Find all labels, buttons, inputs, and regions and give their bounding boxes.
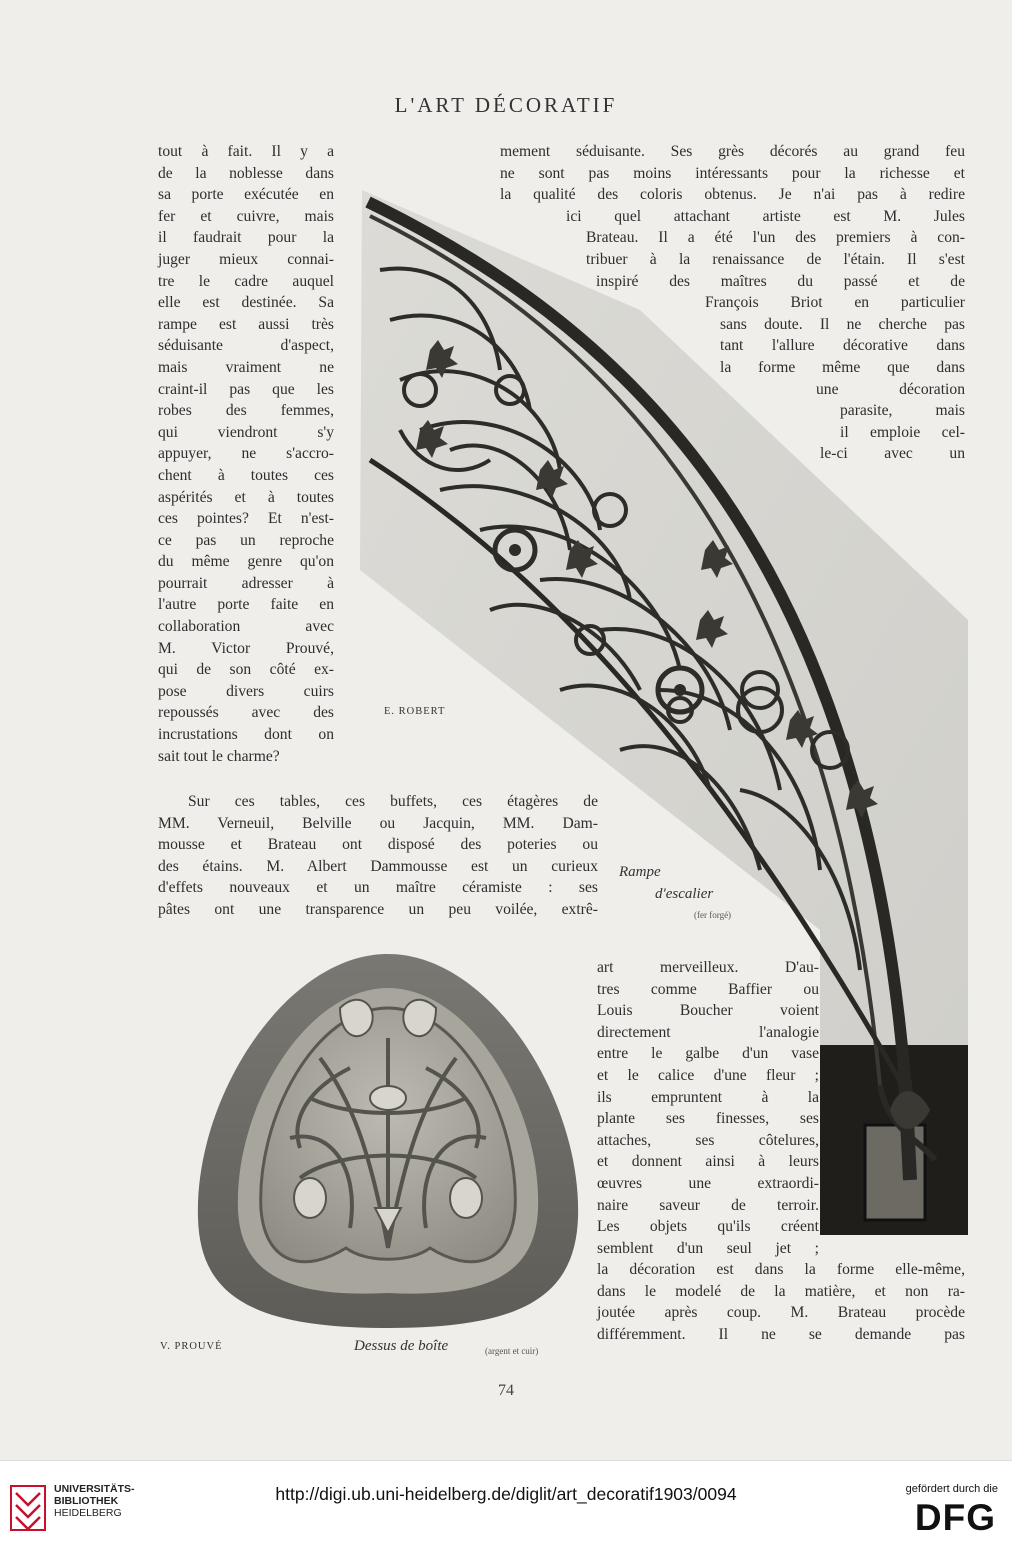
text-line: séduisante d'aspect, xyxy=(158,337,334,355)
text-line: François Briot en particulier xyxy=(705,294,965,312)
text-line: sa porte exécutée en xyxy=(158,186,334,204)
text-line: de la noblesse dans xyxy=(158,164,334,182)
text-line: le-ci avec un xyxy=(820,445,965,463)
text-line: semblent d'un seul jet ; xyxy=(597,1239,819,1257)
box-lid-photograph xyxy=(190,948,586,1332)
text-line: MM. Verneuil, Belville ou Jacquin, MM. Dam- xyxy=(158,814,598,832)
footer-bar xyxy=(0,1460,1012,1547)
railing-credit: E. ROBERT xyxy=(384,706,446,717)
text-line: collaboration avec xyxy=(158,618,334,636)
left-column-text xyxy=(158,141,334,767)
text-line: œuvres une extraordi- xyxy=(597,1174,819,1192)
text-line: une décoration xyxy=(816,380,965,398)
text-line: ils empruntent à la xyxy=(597,1088,819,1106)
text-line: elle est destinée. Sa xyxy=(158,294,334,312)
text-line: naire saveur de terroir. xyxy=(597,1196,819,1214)
text-line: incrustations dont on xyxy=(158,726,334,744)
text-line: qui viendront s'y xyxy=(158,423,334,441)
text-line: la forme même que dans xyxy=(720,358,965,376)
text-line: pâtes ont une transparence un peu voilée, extrê- xyxy=(158,900,598,918)
text-line: d'effets nouveaux et un maître céramiste : ses xyxy=(158,879,598,897)
text-line: Sur ces tables, ces buffets, ces étagères de xyxy=(188,793,598,810)
text-line: attaches, ses côtelures, xyxy=(597,1131,819,1149)
text-line: tout à fait. Il y a xyxy=(158,143,334,160)
text-line: différemment. Il ne se demande pas xyxy=(597,1325,965,1343)
text-line: sait tout le charme? xyxy=(158,747,280,765)
text-line: tant l'allure décorative dans xyxy=(720,337,965,355)
text-line: repoussés avec des xyxy=(158,704,334,722)
text-line: directement l'analogie xyxy=(597,1023,819,1041)
text-line: art merveilleux. D'au- xyxy=(597,959,819,976)
source-url-link[interactable]: http://digi.ub.uni-heidelberg.de/diglit/art_decoratif1903/0094 xyxy=(275,1484,737,1504)
text-line: ces pointes? Et n'est- xyxy=(158,510,334,528)
running-title: L'ART DÉCORATIF xyxy=(394,93,618,117)
text-line: ne sont pas moins intéressants pour la richesse et xyxy=(500,164,965,182)
text-line: entre le galbe d'un vase xyxy=(597,1045,819,1063)
box-material: (argent et cuir) xyxy=(485,1346,539,1356)
text-line: juger mieux connai- xyxy=(158,250,334,268)
text-line: la qualité des coloris obtenus. Je n'ai pas à redire xyxy=(500,186,965,204)
text-line: inspiré des maîtres du passé et de xyxy=(596,272,965,290)
text-line: la décoration est dans la forme elle-même, xyxy=(597,1261,965,1278)
text-line: dans le modelé de la matière, et non ra- xyxy=(597,1282,965,1300)
text-line: fer et cuivre, mais xyxy=(158,207,334,225)
railing-caption-line1: Rampe xyxy=(619,864,661,880)
text-line: joutée après coup. M. Brateau procède xyxy=(597,1304,965,1322)
text-line: et donnent ainsi à leurs xyxy=(597,1153,819,1171)
railing-caption-line2: d'escalier xyxy=(655,886,714,902)
text-line: mousse et Brateau ont disposé des poteries ou xyxy=(158,836,598,854)
text-line: parasite, mais xyxy=(840,402,965,420)
railing-material: (fer forgé) xyxy=(694,910,732,920)
text-line: rampe est aussi très xyxy=(158,315,334,333)
text-line: plante ses finesses, ses xyxy=(597,1110,819,1128)
text-line: Louis Boucher voient xyxy=(597,1002,819,1020)
text-line: M. Victor Prouvé, xyxy=(158,639,334,657)
text-line: robes des femmes, xyxy=(158,402,334,420)
text-line: des étains. M. Albert Dammousse est un curieux xyxy=(158,857,598,875)
text-line: sans doute. Il ne cherche pas xyxy=(720,315,965,333)
text-line: ici quel attachant artiste est M. Jules xyxy=(566,207,965,225)
text-line: il faudrait pour la xyxy=(158,229,334,247)
text-line: aspérités et à toutes xyxy=(158,488,334,506)
text-line: il emploie cel- xyxy=(840,423,965,441)
text-line: pose divers cuirs xyxy=(158,682,334,700)
text-line: tres comme Baffier ou xyxy=(597,980,819,998)
text-line: mais vraiment ne xyxy=(158,358,334,376)
box-credit: V. PROUVÉ xyxy=(160,1341,223,1352)
text-line: Brateau. Il a été l'un des premiers à con- xyxy=(586,229,965,247)
text-line: craint-il pas que les xyxy=(158,380,334,398)
text-line: du même genre qu'on xyxy=(158,553,334,571)
text-line: pourrait adresser à xyxy=(158,574,334,592)
text-line: qui de son côté ex- xyxy=(158,661,334,679)
library-name: UNIVERSITÄTS- BIBLIOTHEK HEIDELBERG xyxy=(54,1483,135,1519)
text-line: et le calice d'une fleur ; xyxy=(597,1066,819,1084)
text-line: tribuer à la renaissance de l'étain. Il s'est xyxy=(586,250,965,268)
text-line: tre le cadre auquel xyxy=(158,272,334,290)
text-line: mement séduisante. Ses grès décorés au grand feu xyxy=(500,143,965,160)
dfg-logo: DFG xyxy=(914,1497,996,1538)
text-line: ce pas un reproche xyxy=(158,531,334,549)
text-line: Les objets qu'ils créent xyxy=(597,1218,819,1236)
text-line: chent à toutes ces xyxy=(158,466,334,484)
page-number: 74 xyxy=(498,1382,514,1399)
right-bottom-wide-text xyxy=(597,1259,965,1345)
text-line: l'autre porte faite en xyxy=(158,596,334,614)
box-caption: Dessus de boîte xyxy=(354,1338,449,1354)
text-line: appuyer, ne s'accro- xyxy=(158,445,334,463)
funding-note: gefördert durch die xyxy=(905,1483,998,1495)
